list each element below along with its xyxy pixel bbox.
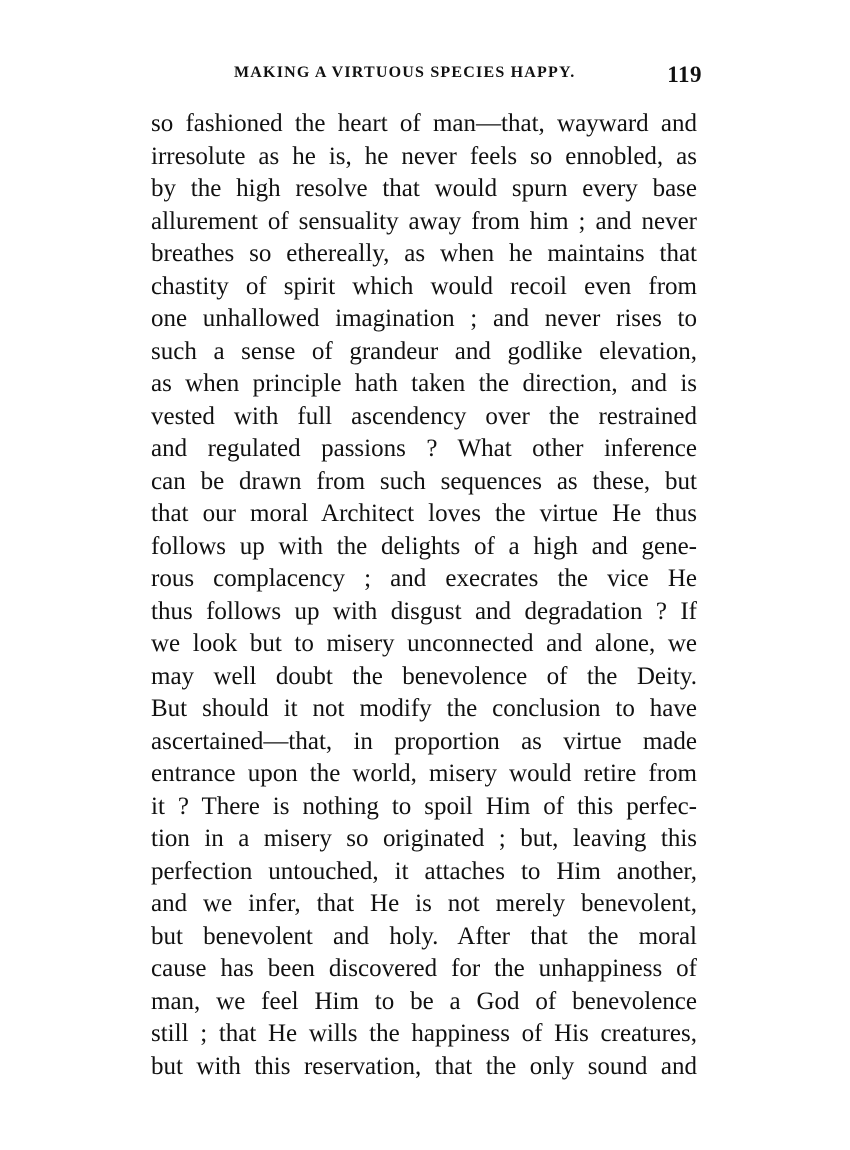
text-line: vested with full ascendency over the restrained xyxy=(151,402,697,430)
text-line: as when principle hath taken the direction, and is xyxy=(151,370,697,397)
running-head xyxy=(150,58,710,98)
text-line: tion in a misery so originated ; but, leaving this xyxy=(151,825,697,852)
text-line: rous complacency ; and execrates the vice He xyxy=(151,565,697,592)
text-line: perfection untouched, it attaches to Him another, xyxy=(151,857,697,885)
body-text xyxy=(151,108,697,1083)
text-line: such a sense of grandeur and godlike elevation, xyxy=(151,337,697,365)
text-line: and we infer, that He is not merely benevolent, xyxy=(151,890,697,917)
text-line: but benevolent and holy. After that the moral xyxy=(151,922,697,950)
text-line: man, we feel Him to be a God of benevolence xyxy=(151,987,697,1015)
text-line: entrance upon the world, misery would retire from xyxy=(151,760,697,787)
running-title: MAKING A VIRTUOUS SPECIES HAPPY. xyxy=(234,64,576,81)
text-line: follows up with the delights of a high and gene- xyxy=(151,532,697,560)
text-line: one unhallowed imagination ; and never rises to xyxy=(151,305,697,332)
text-line: so fashioned the heart of man—that, wayward and xyxy=(151,110,697,137)
text-line: chastity of spirit which would recoil even from xyxy=(151,272,697,300)
text-line: still ; that He wills the happiness of His creatures, xyxy=(151,1020,697,1047)
text-line: But should it not modify the conclusion to have xyxy=(151,695,697,722)
text-line: and regulated passions ? What other inference xyxy=(151,435,697,462)
text-line: breathes so ethereally, as when he maintains that xyxy=(151,240,697,267)
text-line: ascertained—that, in proportion as virtue made xyxy=(151,727,697,755)
text-line: may well doubt the benevolence of the Deity. xyxy=(151,662,697,690)
text-line: we look but to misery unconnected and alone, we xyxy=(151,630,697,657)
text-line: by the high resolve that would spurn every base xyxy=(151,175,697,202)
text-line: allurement of sensuality away from him ; and never xyxy=(151,207,697,235)
text-line: can be drawn from such sequences as these, but xyxy=(151,467,697,495)
text-line: but with this reservation, that the only sound and xyxy=(151,1052,697,1080)
text-line: cause has been discovered for the unhappiness of xyxy=(151,955,697,982)
text-line: that our moral Architect loves the virtue He thus xyxy=(151,500,697,527)
text-line: it ? There is nothing to spoil Him of this perfec- xyxy=(151,792,697,820)
text-line: irresolute as he is, he never feels so ennobled, as xyxy=(151,142,697,170)
page-number: 119 xyxy=(667,62,702,87)
text-line: thus follows up with disgust and degradation ? If xyxy=(151,597,697,625)
